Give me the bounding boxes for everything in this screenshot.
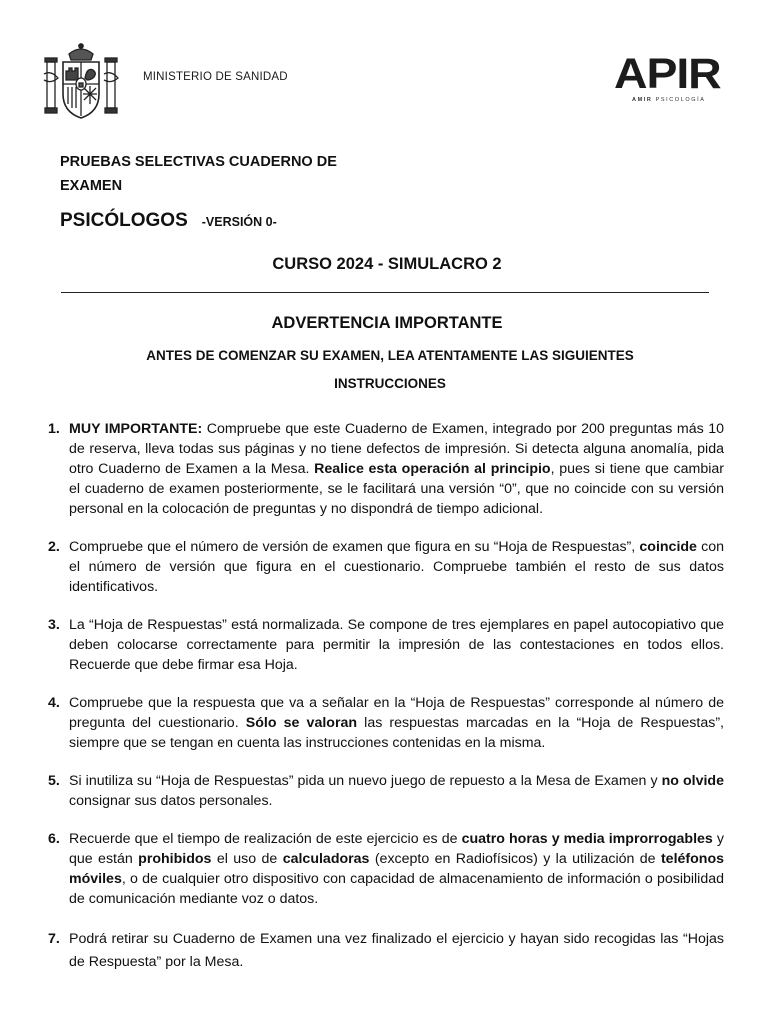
instruction-run: consignar sus datos personales.	[69, 793, 273, 809]
instruction-emphasis: calculadoras	[282, 851, 370, 867]
spanish-coat-of-arms-icon	[41, 40, 121, 122]
apir-logo	[614, 50, 724, 103]
instruction-run: Compruebe que la respuesta que va a señalar en la “Hoja de Respuestas” corresponde al número de pregunta del cuestionario.	[69, 695, 724, 731]
instruction-run: , pues si tiene que cambiar el cuaderno de examen posteriormente, se le facilitará una versión “0”, que no coincide con su versión personal en la colocación de preguntas y no dispondrá de tiempo adicional.	[69, 461, 725, 517]
exam-title: PRUEBAS SELECTIVAS CUADERNO DE EXAMEN	[60, 154, 337, 194]
apir-logo-tagline: AMIR PSICOLOGÍA	[632, 97, 706, 103]
instruction-text	[69, 695, 724, 751]
instruction-run: Compruebe que el número de versión de examen que figura en su “Hoja de Respuestas”,	[69, 539, 640, 555]
instruction-item	[48, 693, 724, 753]
instruction-emphasis: coincide	[639, 539, 697, 555]
instruction-number: 3.	[48, 617, 60, 633]
instruction-item	[48, 419, 724, 519]
instruction-emphasis: Realice esta operación al principio	[314, 461, 551, 477]
profession-name: PSICÓLOGOS	[60, 210, 188, 231]
instruction-run: La “Hoja de Respuestas” está normalizada. Se compone de tres ejemplares en papel autocopiativo que deben colocarse correctamente para permitir la impresión de las contestaciones en todos ellos. Recuerde que debe firmar esa Hoja.	[69, 617, 724, 673]
instruction-emphasis: cuatro horas y media improrrogables	[461, 831, 713, 847]
instruction-run: (excepto en Radiofísicos) y la utilización de	[369, 851, 661, 867]
instruction-run: Si inutiliza su “Hoja de Respuestas” pida un nuevo juego de repuesto a la Mesa de Examen y	[69, 773, 662, 789]
instruction-number: 7.	[48, 931, 60, 947]
instruction-text	[69, 773, 724, 809]
divider	[61, 292, 709, 293]
instruction-run: Podrá retirar su Cuaderno de Examen una vez finalizado el ejercicio y hayan sido recogidas las “Hojas de Respuesta” por la Mesa.	[69, 931, 724, 970]
instruction-item	[48, 615, 724, 675]
warning-subheading: ANTES DE COMENZAR SU EXAMEN, LEA ATENTAMENTE LAS SIGUIENTES INSTRUCCIONES	[146, 348, 634, 391]
instruction-item	[48, 829, 724, 909]
instruction-number: 2.	[48, 539, 60, 555]
ministry-name: MINISTERIO DE SANIDAD	[143, 71, 288, 83]
instruction-emphasis: no olvide	[661, 773, 724, 789]
instruction-number: 1.	[48, 421, 60, 437]
instruction-number: 5.	[48, 773, 60, 789]
apir-logo-text: APIR	[614, 50, 721, 98]
instruction-run: el uso de	[211, 851, 283, 867]
instruction-emphasis: MUY IMPORTANTE:	[69, 421, 203, 437]
instruction-run: y que están	[69, 831, 724, 867]
instruction-text	[69, 617, 724, 673]
instruction-text	[69, 421, 724, 517]
page-header	[0, 0, 768, 130]
instruction-run: con el número de versión que figura en el cuestionario. Compruebe también el resto de sus datos identificativos.	[69, 539, 724, 595]
instruction-text	[69, 931, 724, 970]
instruction-item	[48, 537, 724, 597]
warning-heading: ADVERTENCIA IMPORTANTE	[271, 314, 503, 332]
instruction-text	[69, 539, 724, 595]
instruction-item	[48, 771, 724, 811]
instruction-run: , o de cualquier otro dispositivo con capacidad de almacenamiento de información o posibilidad de comunicación mediante voz o datos.	[69, 871, 724, 907]
course-title: CURSO 2024 - SIMULACRO 2	[272, 255, 502, 273]
profession-title	[60, 210, 277, 232]
instruction-emphasis: teléfonos móviles	[69, 851, 725, 887]
instruction-run: Compruebe que este Cuaderno de Examen, integrado por 200 preguntas más 10 de reserva, lleva todas sus páginas y no tiene defectos de impresión. Si detecta alguna anomalía, pida otro Cuaderno de Examen a la Mesa.	[69, 421, 724, 477]
instruction-run: Recuerde que el tiempo de realización de este ejercicio es de	[69, 831, 462, 847]
instruction-emphasis: prohibidos	[138, 851, 212, 867]
instruction-item	[48, 928, 724, 974]
instruction-run: las respuestas marcadas en la “Hoja de Respuestas”, siempre que se tengan en cuenta las instrucciones contenidas en la misma.	[69, 715, 724, 751]
version-label: -VERSIÓN 0-	[201, 215, 277, 229]
instruction-emphasis: Sólo se valoran	[245, 715, 358, 731]
instruction-number: 4.	[48, 695, 60, 711]
instruction-number: 6.	[48, 831, 60, 847]
instruction-text	[69, 831, 724, 907]
